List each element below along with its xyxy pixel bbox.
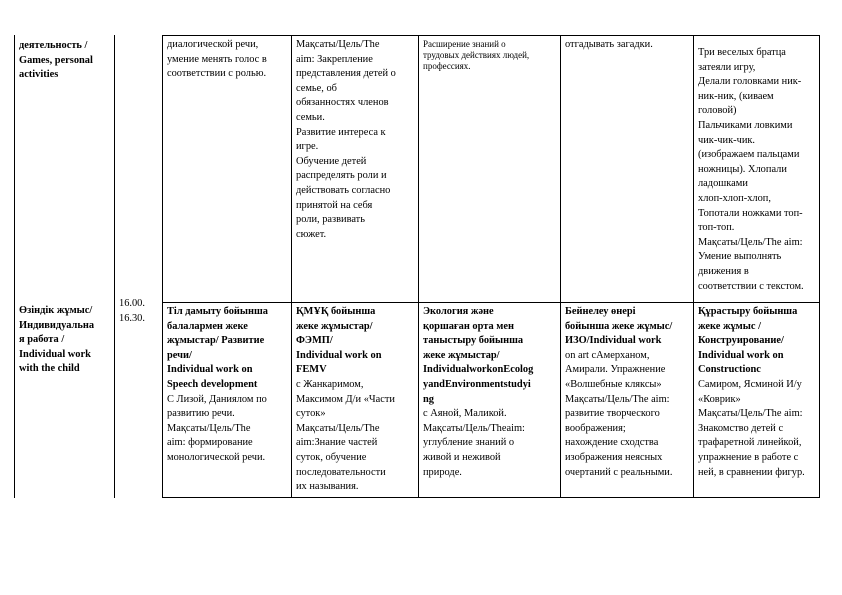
text-line: Топотали ножками топ- (698, 207, 803, 219)
text-line: Умение выполнять (698, 251, 782, 263)
text-line: with the child (19, 363, 80, 375)
column-divider (114, 35, 115, 498)
text-line: қоршаған орта мен (423, 320, 514, 332)
text-line: топ-топ. (698, 222, 735, 234)
text-line: с Аяной, Маликой. (423, 408, 507, 420)
text-line: Өзіндік жұмыс/ (19, 305, 93, 316)
text-line: Три веселых братца (698, 47, 786, 58)
cell-riddles (562, 37, 693, 53)
text-line: Самиром, Ясминой И/у (698, 378, 802, 390)
text-line: речи/ (167, 349, 192, 361)
text-line: принятой на себя (296, 199, 373, 211)
text-line: Конструирование/ (698, 335, 784, 347)
text-line: хлоп-хлоп-хлоп, (698, 192, 771, 204)
text-line: профессиях. (423, 61, 471, 72)
text-line: жұмыстар/ Развитие (167, 335, 265, 347)
text-line: трудовых действиях людей, (423, 50, 530, 61)
text-line: Амирали. Упражнение (565, 364, 666, 376)
text-line: Мақсаты/Цель/The aim: (565, 393, 670, 405)
text-line: жеке жұмыстар/ (296, 320, 373, 332)
text-line: семье, об (296, 82, 337, 94)
cell-ecology (420, 304, 560, 480)
column-divider (162, 35, 163, 498)
table-border-left (14, 35, 15, 498)
text-line: Обучение детей (296, 155, 367, 167)
table-border-bottom (162, 497, 820, 498)
text-line: ник-ник, (киваем (698, 90, 774, 102)
text-line: Individual work on (296, 349, 382, 361)
column-divider (693, 35, 694, 498)
text-line: Individual work on (167, 364, 253, 376)
text-line: ng (423, 393, 434, 405)
text-line: живой и неживой (423, 451, 501, 463)
text-line: Мақсаты/Цель/The aim: (698, 408, 803, 420)
text-line: монологической речи. (167, 451, 266, 463)
text-line: ФЭМП/ (296, 335, 333, 347)
text-line: суток, обучение (296, 451, 367, 463)
text-line: воображения; (565, 422, 626, 434)
text-line: aim: формирование (167, 437, 253, 449)
cell-family-roleplay (293, 37, 418, 242)
text-line: отгадывать загадки. (565, 39, 653, 50)
text-line: Экология және (423, 306, 494, 317)
text-line: ножницы). Хлопали (698, 163, 787, 175)
text-line: затеяли игру, (698, 61, 756, 73)
cell-math-femv (293, 304, 418, 495)
text-line: семьи. (296, 111, 325, 123)
text-line: головой) (698, 105, 737, 117)
text-line: С Лизой, Даниялом по (167, 393, 267, 405)
text-line: с Жанкаримом, (296, 378, 364, 390)
text-line: трафаретной линейкой, (698, 437, 802, 449)
text-line: суток» (296, 408, 326, 420)
text-line: Мақсаты/Цель/The (296, 422, 380, 434)
text-line: действовать согласно (296, 184, 391, 196)
cell-speech-development (164, 304, 291, 466)
text-line: «Волшебные кляксы» (565, 378, 662, 390)
cell-labor-knowledge (420, 38, 560, 73)
table-row-divider (162, 302, 820, 303)
text-line: таныстыру бойынша (423, 335, 524, 347)
text-line: жеке жұмыстар/ (423, 349, 500, 361)
text-line: представления детей о (296, 68, 396, 80)
section-label-games (16, 38, 114, 83)
text-line: Мақсаты/Цель/Theaim: (423, 422, 525, 434)
column-divider (418, 35, 419, 498)
table-border-right (819, 35, 820, 498)
text-line: упражнение в работе с (698, 451, 799, 463)
text-line: последовательности (296, 466, 386, 478)
text-line: игре. (296, 141, 319, 153)
text-line: чик-чик-чик. (698, 134, 756, 146)
text-line: Индивидуальна (19, 319, 95, 331)
text-line: соответствии с ролью. (167, 68, 267, 80)
text-line: их называния. (296, 481, 359, 493)
text-line: обязанностях членов (296, 97, 389, 109)
text-line: Speech development (167, 378, 258, 390)
text-line: Мақсаты/Цель/The (296, 39, 380, 50)
text-line: Делали головками ник- (698, 76, 802, 88)
text-line: (изображаем пальцами (698, 149, 800, 161)
text-line: Развитие интереса к (296, 126, 386, 138)
text-line: IndividualworkonEcolog (423, 364, 534, 376)
text-line: роли, развивать (296, 214, 365, 226)
text-line: activities (19, 69, 59, 81)
time-end: 16.30. (119, 312, 145, 324)
text-line: Максимом Д/и «Части (296, 393, 395, 405)
text-line: Individual work (19, 348, 91, 360)
text-line: Games, personal (19, 54, 93, 66)
text-line: бойынша жеке жұмыс/ (565, 320, 673, 332)
time-start: 16.00. (119, 298, 145, 309)
text-line: ней, в сравнении фигур. (698, 466, 805, 478)
text-line: нахождение сходства (565, 437, 659, 449)
text-line: я работа / (19, 334, 65, 346)
text-line: сюжет. (296, 228, 327, 240)
text-line: yandEnvironmentstudyi (423, 378, 531, 390)
text-line: Мақсаты/Цель/The aim: (698, 236, 803, 248)
cell-finger-game (695, 45, 819, 294)
cell-construction (695, 304, 819, 480)
text-line: ладошками (698, 178, 748, 190)
text-line: деятельность / (19, 40, 88, 51)
cell-art (562, 304, 693, 480)
text-line: FEMV (296, 364, 327, 376)
text-line: балалармен жеке (167, 320, 248, 332)
text-line: движения в (698, 265, 749, 277)
text-line: развитию речи. (167, 408, 235, 420)
column-divider (291, 35, 292, 498)
text-line: aim: Закрепление (296, 53, 373, 65)
cell-dialogue-speech (164, 37, 291, 82)
text-line: Constructionc (698, 364, 761, 376)
text-line: диалогической речи, (167, 39, 259, 50)
text-line: Бейнелеу өнері (565, 306, 636, 317)
text-line: изображения неясных (565, 451, 663, 463)
text-line: развитие творческого (565, 408, 660, 420)
section-label-individual-work (16, 303, 114, 377)
text-line: «Коврик» (698, 393, 741, 405)
text-line: Тіл дамыту бойынша (167, 306, 268, 317)
text-line: природе. (423, 466, 462, 478)
text-line: aim:Знание частей (296, 437, 378, 449)
text-line: соответствии с текстом. (698, 280, 804, 292)
table-border-top (162, 35, 820, 36)
text-line: on art сАмерханом, (565, 349, 650, 361)
text-line: жеке жұмыс / (698, 320, 761, 332)
text-line: Құрастыру бойынша (698, 306, 798, 317)
text-line: очертаний с реальными. (565, 466, 673, 478)
text-line: Знакомство детей с (698, 422, 784, 434)
column-divider (560, 35, 561, 498)
text-line: умение менять голос в (167, 53, 267, 65)
text-line: ҚМҰҚ бойынша (296, 306, 376, 317)
text-line: ИЗО/Individual work (565, 335, 662, 347)
text-line: распределять роли и (296, 170, 387, 182)
text-line: Мақсаты/Цель/The (167, 422, 251, 434)
time-cell (116, 296, 162, 326)
text-line: Individual work on (698, 349, 784, 361)
text-line: Расширение знаний о (423, 39, 506, 49)
text-line: Пальчиками ловкими (698, 119, 793, 131)
text-line: углубление знаний о (423, 437, 515, 449)
